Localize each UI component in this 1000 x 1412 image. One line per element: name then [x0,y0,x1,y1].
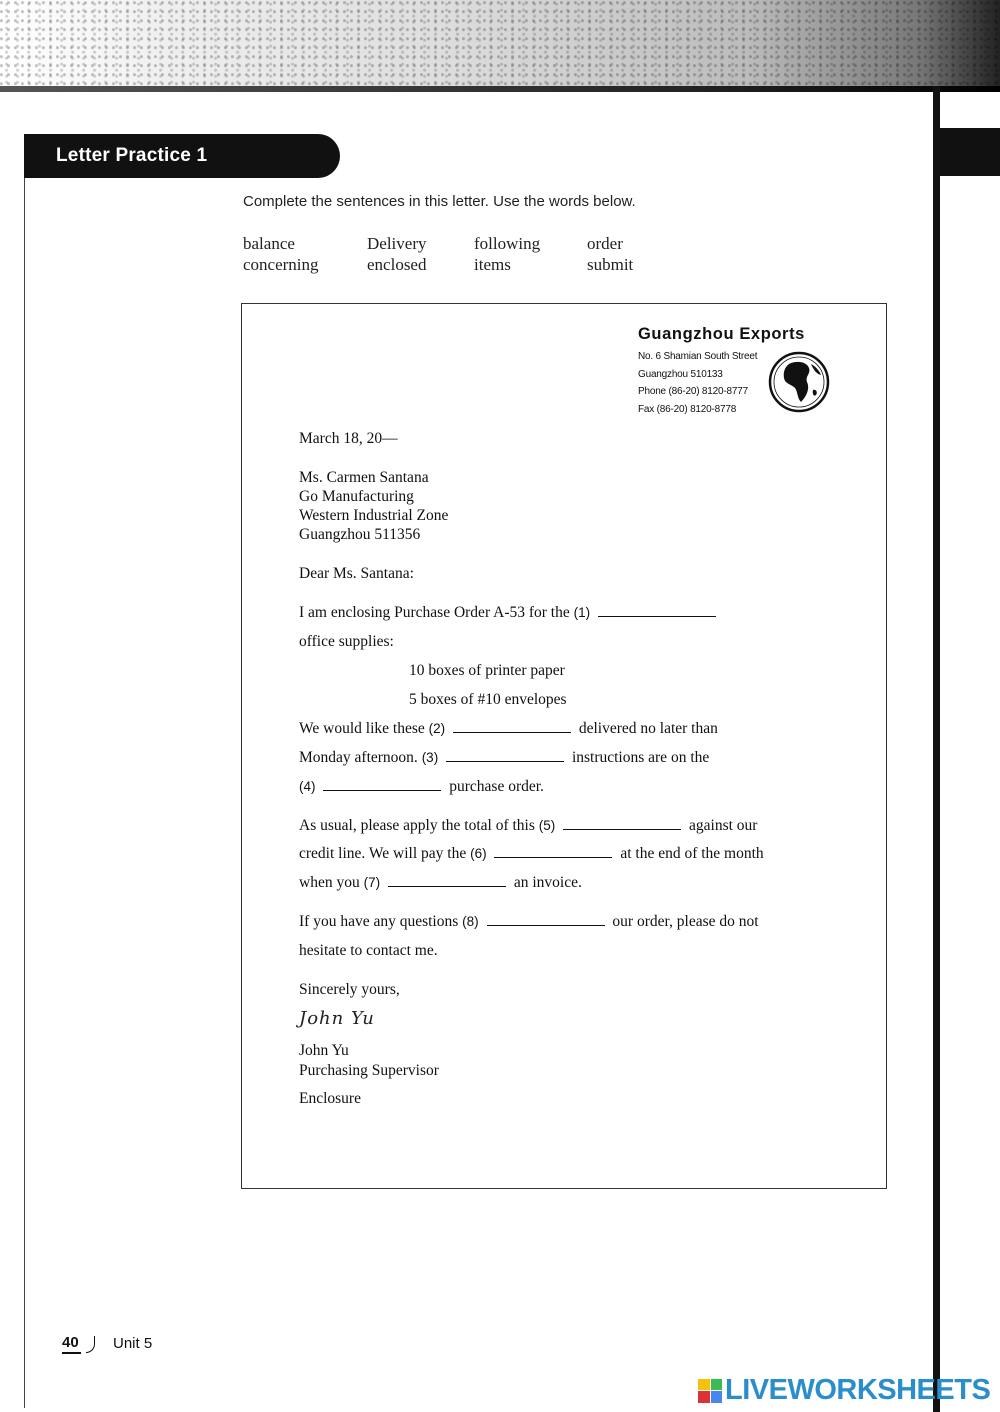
letterhead [638,325,878,418]
text-segment: purchase order. [449,778,544,795]
text-segment: delivered no later than [578,720,718,737]
text-segment: at the end of the month [620,845,764,862]
order-item: 5 boxes of #10 envelopes [409,691,567,708]
blank-number: (3) [421,750,439,765]
answer-blank-8[interactable] [487,913,605,926]
text-segment: I am enclosing Purchase Order A-53 for the [299,604,570,621]
word-bank-item: concerning [243,255,319,274]
blank-number: (4) [299,779,316,794]
word-bank-item: enclosed [367,255,427,274]
answer-blank-4[interactable] [323,778,441,791]
text-segment: Monday afternoon. [299,749,418,766]
blank-number: (5) [538,818,556,833]
text-segment: against our [689,817,758,834]
left-margin-rule [24,178,25,1408]
word-bank-item: items [474,255,511,274]
paragraph-line: office supplies: [299,633,394,650]
section-banner [24,134,340,178]
paragraph-line [299,913,759,931]
blank-number: (1) [573,605,591,620]
paragraph-line [299,778,544,796]
text-segment: when you [299,874,360,891]
word-bank-item: order [587,234,623,253]
word-bank-item: balance [243,234,295,253]
recipient-line: Guangzhou 511356 [299,526,421,543]
watermark-text: LIVEWORKSHEETS [725,1374,991,1406]
company-name: Guangzhou Exports [638,325,805,343]
blank-number: (7) [363,875,381,890]
answer-blank-3[interactable] [446,749,564,762]
closing: Sincerely yours, [299,981,400,998]
letter-date: March 18, 20— [299,430,398,447]
globe-icon [767,350,831,414]
unit-label: Unit 5 [113,1335,153,1352]
blank-number: (8) [462,914,479,929]
company-fax: Fax (86-20) 8120-8778 [638,403,737,415]
paragraph-line [299,874,582,892]
right-edge-tab [938,128,1000,176]
blank-number: (2) [428,721,446,736]
salutation: Dear Ms. Santana: [299,565,414,582]
word-bank-item: Delivery [367,234,427,253]
paragraph-line [299,720,718,738]
decorative-top-band [0,0,1000,92]
signature: John Yu [299,1008,375,1029]
text-segment: credit line. We will pay the [299,845,467,862]
text-segment: instructions are on the [571,749,710,766]
page-number-hook [86,1336,95,1353]
text-segment: We would like these [299,720,425,737]
word-bank-item: following [474,234,541,253]
text-segment: If you have any questions [299,913,459,930]
enclosure-note: Enclosure [299,1090,361,1107]
instructions: Complete the sentences in this letter. Use the words below. [243,193,636,210]
watermark [698,1374,990,1407]
page-number: 40 [62,1334,79,1351]
company-address-line: Guangzhou 510133 [638,368,723,380]
text-segment: As usual, please apply the total of this [299,817,535,834]
paragraph-line [299,604,720,622]
recipient-line: Ms. Carmen Santana [299,469,429,486]
signer-name: John Yu [299,1042,349,1059]
letter-box [241,303,887,1189]
paragraph-line [299,817,757,835]
answer-blank-6[interactable] [494,845,612,858]
paragraph-line [299,845,764,863]
company-phone: Phone (86-20) 8120-8777 [638,386,748,397]
word-bank-item: submit [587,255,634,274]
section-title: Letter Practice 1 [56,145,208,166]
right-margin-rule [933,86,940,1412]
paragraph-line [299,749,709,767]
company-address-line: No. 6 Shamian South Street [638,351,758,362]
word-bank [243,234,683,274]
answer-blank-2[interactable] [453,720,571,733]
order-item: 10 boxes of printer paper [409,662,565,679]
recipient-line: Western Industrial Zone [299,507,449,524]
signer-title: Purchasing Supervisor [299,1062,439,1079]
text-segment: our order, please do not [612,913,759,930]
liveworksheets-logo-icon [698,1379,722,1403]
text-segment: an invoice. [513,874,582,891]
answer-blank-5[interactable] [563,817,681,830]
answer-blank-1[interactable] [598,604,716,617]
blank-number: (6) [470,846,487,861]
recipient-line: Go Manufacturing [299,488,414,505]
answer-blank-7[interactable] [388,874,506,887]
paragraph-line: hesitate to contact me. [299,942,438,959]
